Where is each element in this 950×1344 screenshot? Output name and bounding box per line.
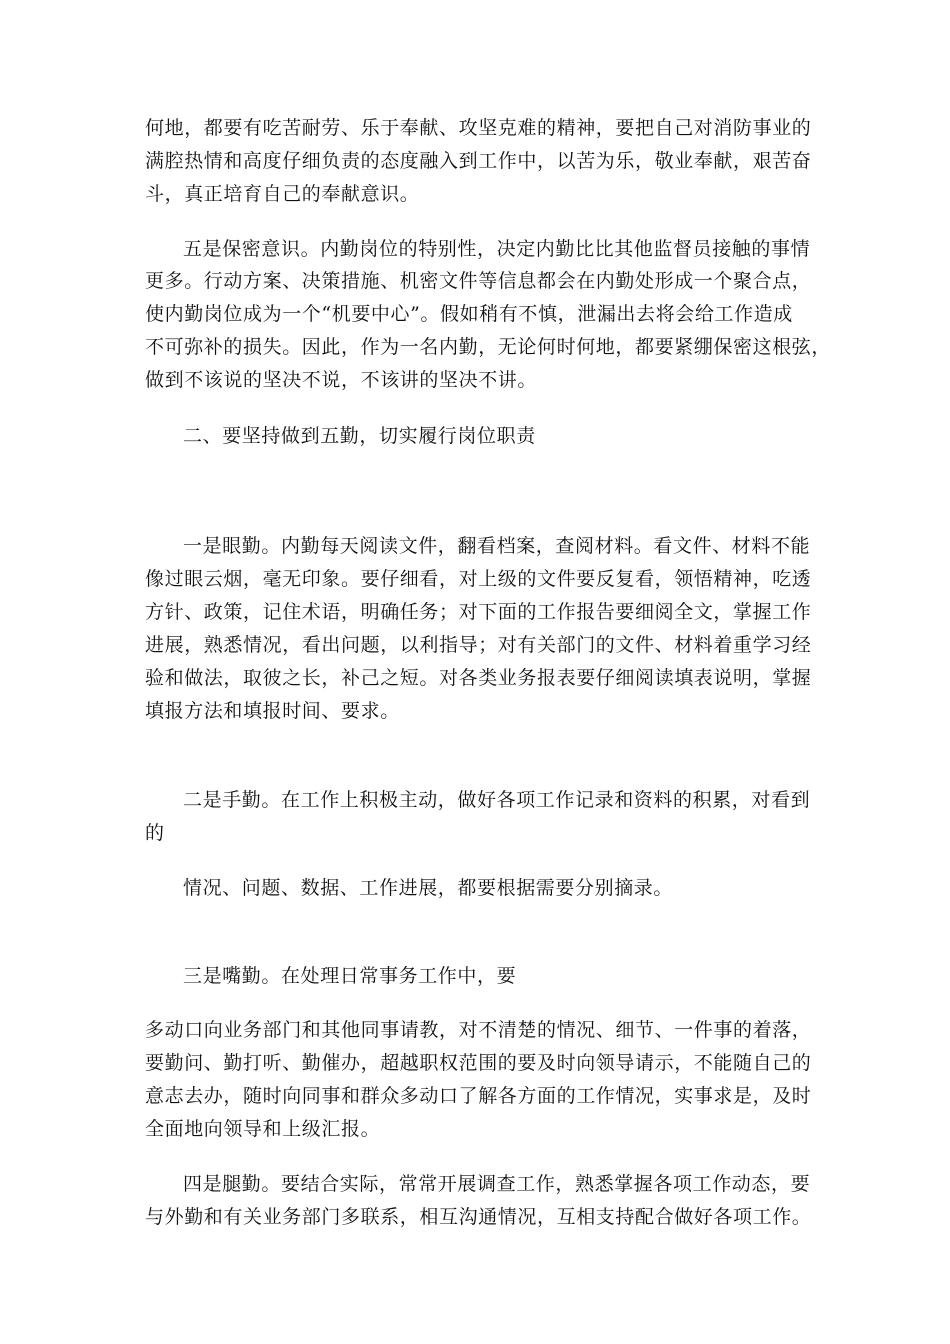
paragraph-line: 满腔热情和高度仔细负责的态度融入到工作中，以苦为乐，敬业奉献，艰苦奋 xyxy=(145,150,812,172)
paragraph-line: 三是嘴勤。在处理日常事务工作中，要 xyxy=(183,965,517,987)
paragraph-line: 进展，熟悉情况，看出问题，以利指导；对有关部门的文件、材料着重学习经 xyxy=(145,634,812,656)
paragraph-line: 更多。行动方案、决策措施、机密文件等信息都会在内勤处形成一个聚合点， xyxy=(145,270,812,292)
paragraph-line: 多动口向业务部门和其他同事请教，对不清楚的情况、细节、一件事的着落， xyxy=(145,1019,812,1041)
paragraph-line: 何地，都要有吃苦耐劳、乐于奉献、攻坚克难的精神，要把自己对消防事业的 xyxy=(145,117,812,139)
paragraph-line: 四是腿勤。要结合实际，常常开展调查工作，熟悉掌握各项工作动态，要 xyxy=(183,1173,811,1195)
paragraph-line: 不可弥补的损失。因此，作为一名内勤，无论何时何地，都要紧绷保密这根弦， xyxy=(145,336,832,358)
paragraph-line: 与外勤和有关业务部门多联系，相互沟通情况，互相支持配合做好各项工作。 xyxy=(145,1206,812,1228)
paragraph-line: 情况、问题、数据、工作进展，都要根据需要分别摘录。 xyxy=(183,877,674,899)
paragraph-line: 要勤问、勤打听、勤催办，超越职权范围的要及时向领导请示，不能随自己的 xyxy=(145,1052,812,1074)
paragraph-line: 意志去办，随时向同事和群众多动口了解各方面的工作情况，实事求是，及时 xyxy=(145,1085,812,1107)
paragraph-line: 使内勤岗位成为一个“机要中心”。假如稍有不慎，泄漏出去将会给工作造成 xyxy=(145,303,793,325)
paragraph-line: 验和做法，取彼之长，补己之短。对各类业务报表要仔细阅读填表说明，掌握 xyxy=(145,667,812,689)
paragraph-line: 全面地向领导和上级汇报。 xyxy=(145,1118,381,1140)
paragraph-line: 的 xyxy=(145,822,165,844)
paragraph-line: 像过眼云烟，毫无印象。要仔细看，对上级的文件要反复看，领悟精神，吃透 xyxy=(145,568,812,590)
section-heading: 二、要坚持做到五勤，切实履行岗位职责 xyxy=(183,425,536,447)
paragraph-line: 二是手勤。在工作上积极主动，做好各项工作记录和资料的积累，对看到 xyxy=(183,789,811,811)
paragraph-line: 五是保密意识。内勤岗位的特别性，决定内勤比比其他监督员接触的事情 xyxy=(183,238,811,260)
paragraph-line: 一是眼勤。内勤每天阅读文件，翻看档案，查阅材料。看文件、材料不能 xyxy=(183,535,811,557)
paragraph-line: 做到不该说的坚决不说，不该讲的坚决不讲。 xyxy=(145,369,538,391)
paragraph-line: 方针、政策，记住术语，明确任务；对下面的工作报告要细阅全文，掌握工作 xyxy=(145,601,812,623)
paragraph-line: 斗，真正培育自己的奉献意识。 xyxy=(145,183,420,205)
paragraph-line: 填报方法和填报时间、要求。 xyxy=(145,700,400,722)
